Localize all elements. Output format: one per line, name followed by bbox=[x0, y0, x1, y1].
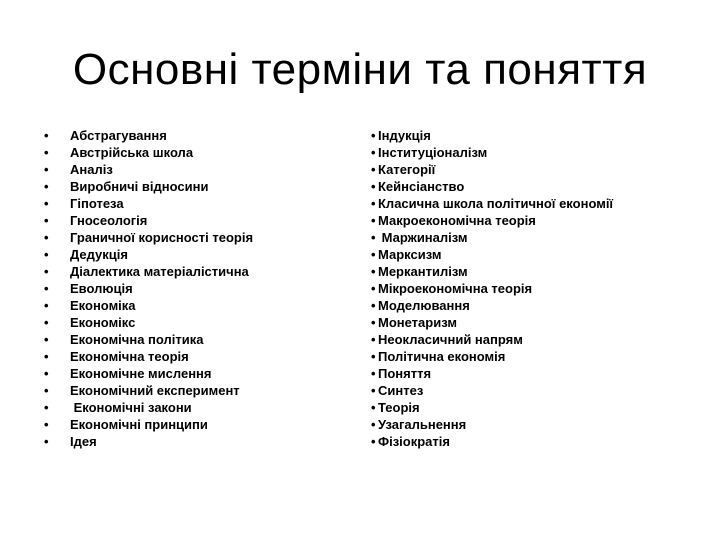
bullet-icon: • bbox=[44, 128, 49, 143]
list-item-label: Економічне мислення bbox=[70, 366, 212, 381]
list-item-label: Ідея bbox=[70, 434, 97, 449]
list-item-label: Аналіз bbox=[70, 162, 113, 177]
bullet-icon: • bbox=[371, 247, 376, 262]
list-item bbox=[44, 331, 344, 348]
bullet-icon: • bbox=[371, 281, 376, 296]
bullet-icon: • bbox=[44, 264, 49, 279]
list-item-label: Марксизм bbox=[378, 247, 442, 262]
list-item bbox=[44, 382, 344, 399]
bullet-icon: • bbox=[371, 383, 376, 398]
bullet-icon: • bbox=[44, 230, 49, 245]
bullet-icon: • bbox=[44, 281, 49, 296]
list-item-label: Індукція bbox=[378, 128, 431, 143]
bullet-icon: • bbox=[371, 315, 376, 330]
bullet-icon: • bbox=[44, 247, 49, 262]
list-item bbox=[44, 229, 344, 246]
bullet-icon: • bbox=[371, 434, 376, 449]
list-item bbox=[44, 161, 344, 178]
list-item-label: Гіпотеза bbox=[70, 196, 124, 211]
list-item bbox=[371, 263, 701, 280]
list-item-label: Категорії bbox=[378, 162, 436, 177]
bullet-icon: • bbox=[371, 264, 376, 279]
list-item bbox=[371, 144, 701, 161]
bullet-icon: • bbox=[371, 145, 376, 160]
list-item-label: Теорія bbox=[378, 400, 420, 415]
list-item-label: Політична економія bbox=[378, 349, 506, 364]
list-item bbox=[371, 297, 701, 314]
list-item bbox=[371, 433, 701, 450]
list-item-label: Еволюція bbox=[70, 281, 133, 296]
list-item-label: Моделювання bbox=[378, 298, 470, 313]
list-item-label: Економічна теорія bbox=[70, 349, 189, 364]
bullet-icon: • bbox=[44, 145, 49, 160]
list-item bbox=[371, 365, 701, 382]
list-item bbox=[371, 212, 701, 229]
list-item-label: Діалектика матеріалістична bbox=[70, 264, 249, 279]
list-item-label: Синтез bbox=[378, 383, 424, 398]
list-item-label: Фізіократія bbox=[378, 434, 450, 449]
list-item-label: Абстрагування bbox=[70, 128, 167, 143]
bullet-icon: • bbox=[44, 298, 49, 313]
bullet-icon: • bbox=[44, 349, 49, 364]
list-item bbox=[371, 416, 701, 433]
list-item bbox=[44, 314, 344, 331]
bullet-icon: • bbox=[44, 162, 49, 177]
list-item-label: Меркантилізм bbox=[378, 264, 468, 279]
bullet-icon: • bbox=[371, 230, 376, 245]
left-term-list bbox=[44, 127, 344, 450]
bullet-icon: • bbox=[44, 196, 49, 211]
list-item bbox=[371, 246, 701, 263]
list-item-label: Гносеологія bbox=[70, 213, 148, 228]
list-item bbox=[371, 399, 701, 416]
bullet-icon: • bbox=[371, 128, 376, 143]
bullet-icon: • bbox=[371, 332, 376, 347]
list-item-label: Дедукція bbox=[70, 247, 128, 262]
list-item-label: Макроекономічна теорія bbox=[378, 213, 536, 228]
bullet-icon: • bbox=[371, 196, 376, 211]
list-item bbox=[44, 280, 344, 297]
list-item bbox=[44, 127, 344, 144]
bullet-icon: • bbox=[44, 400, 49, 415]
list-item-label: Неокласичний напрям bbox=[378, 332, 523, 347]
list-item bbox=[44, 195, 344, 212]
list-item-label: Економіка bbox=[70, 298, 136, 313]
list-item-label: Маржиналізм bbox=[378, 230, 468, 245]
bullet-icon: • bbox=[371, 162, 376, 177]
list-item-label: Економічний експеримент bbox=[70, 383, 240, 398]
bullet-icon: • bbox=[371, 349, 376, 364]
list-item bbox=[44, 399, 344, 416]
list-item bbox=[44, 144, 344, 161]
list-item-label: Австрійська школа bbox=[70, 145, 194, 160]
list-item bbox=[371, 195, 701, 212]
bullet-icon: • bbox=[44, 417, 49, 432]
list-item bbox=[371, 280, 701, 297]
list-item-label: Економічна політика bbox=[70, 332, 204, 347]
bullet-icon: • bbox=[371, 298, 376, 313]
list-item-label: Кейнсіанство bbox=[378, 179, 465, 194]
list-item bbox=[371, 161, 701, 178]
list-item bbox=[371, 348, 701, 365]
list-item-label: Економічні закони bbox=[70, 400, 192, 415]
bullet-icon: • bbox=[371, 417, 376, 432]
slide-title: Основні терміни та поняття bbox=[72, 45, 648, 94]
list-item bbox=[371, 229, 701, 246]
bullet-icon: • bbox=[371, 179, 376, 194]
bullet-icon: • bbox=[371, 366, 376, 381]
bullet-icon: • bbox=[371, 213, 376, 228]
list-item bbox=[371, 127, 701, 144]
list-item-label: Монетаризм bbox=[378, 315, 457, 330]
bullet-icon: • bbox=[44, 179, 49, 194]
list-item bbox=[44, 297, 344, 314]
list-item bbox=[44, 246, 344, 263]
list-item bbox=[44, 263, 344, 280]
bullet-icon: • bbox=[44, 332, 49, 347]
bullet-icon: • bbox=[44, 315, 49, 330]
list-item-label: Поняття bbox=[378, 366, 432, 381]
list-item-label: Класична школа політичної економії bbox=[378, 196, 614, 211]
bullet-icon: • bbox=[371, 400, 376, 415]
bullet-icon: • bbox=[44, 383, 49, 398]
list-item-label: Економічні принципи bbox=[70, 417, 208, 432]
bullet-icon: • bbox=[44, 213, 49, 228]
list-item bbox=[44, 178, 344, 195]
list-item bbox=[371, 314, 701, 331]
bullet-icon: • bbox=[44, 366, 49, 381]
list-item bbox=[44, 433, 344, 450]
list-item bbox=[44, 348, 344, 365]
list-item-label: Економікс bbox=[70, 315, 136, 330]
list-item-label: Виробничі відносини bbox=[70, 179, 209, 194]
list-item-label: Мікроекономічна теорія bbox=[378, 281, 533, 296]
list-item-label: Граничної корисності теорія bbox=[70, 230, 254, 245]
list-item bbox=[44, 365, 344, 382]
right-term-list bbox=[371, 127, 701, 450]
list-item-label: Узагальнення bbox=[378, 417, 467, 432]
list-item bbox=[371, 382, 701, 399]
list-item-label: Інституціоналізм bbox=[378, 145, 488, 160]
list-item bbox=[44, 416, 344, 433]
bullet-icon: • bbox=[44, 434, 49, 449]
list-item bbox=[371, 178, 701, 195]
list-item bbox=[44, 212, 344, 229]
list-item bbox=[371, 331, 701, 348]
